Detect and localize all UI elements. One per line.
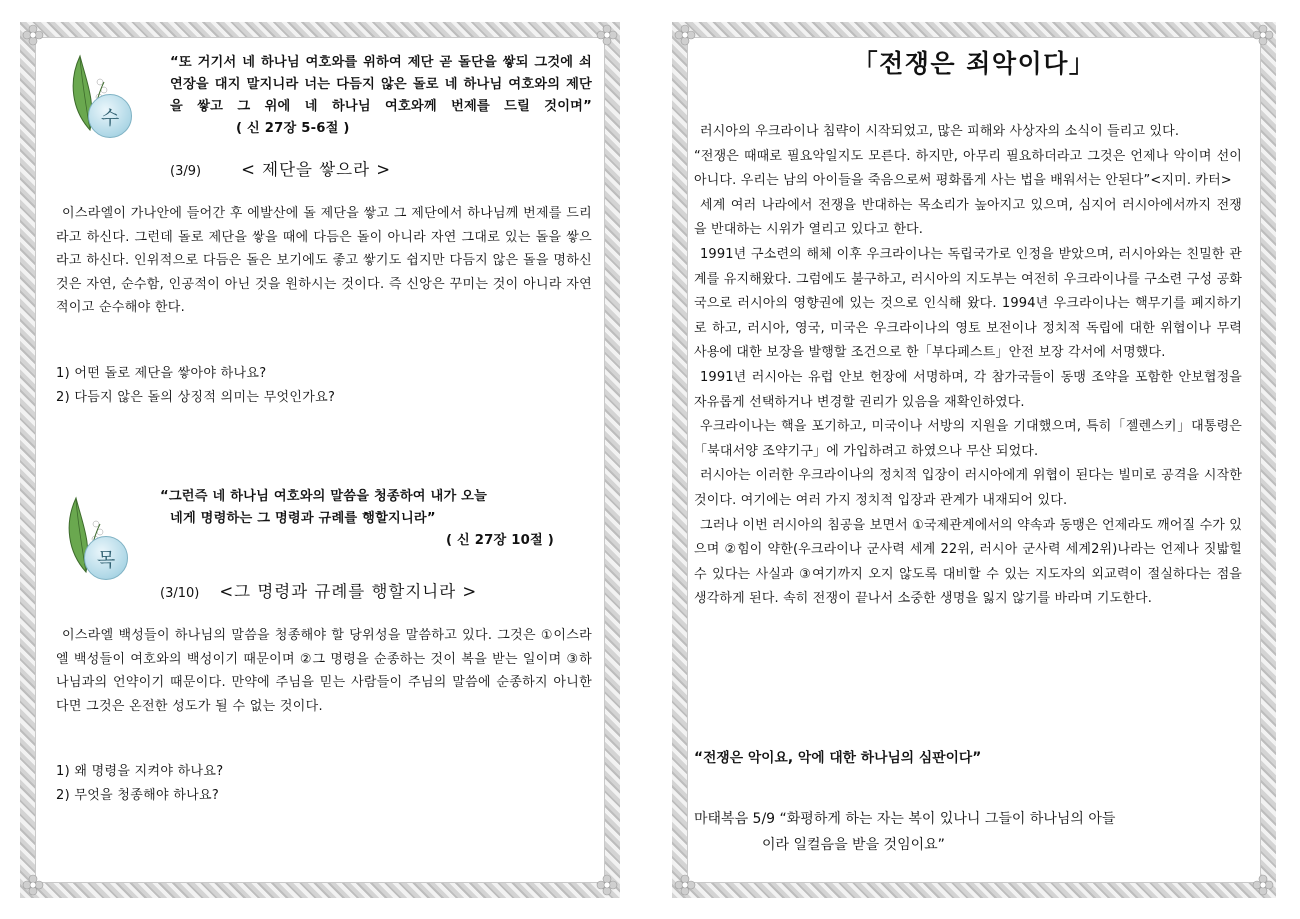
day-char: 목 <box>84 536 128 580</box>
article-body <box>694 120 1242 612</box>
day-badge <box>60 50 138 142</box>
lesson-title <box>160 578 477 602</box>
corner-flower-icon <box>22 24 44 46</box>
day-char: 수 <box>88 94 132 138</box>
article-paragraph: 그러나 이번 러시아의 침공을 보면서 ①국제관계에서의 약속과 동맹은 언제라도 깨어질 수가 있으며 ②힘이 약한(우크라이나 군사력 세계 22위, 러시아 군사력 세계2위)나라는 언제나 짓밟힐 수 있다는 사실과 ③여기까지 오지 않도록 대비할 수 있는 지도자의 외교력이 절실하다는 점을 생각하게 된다. 속히 전쟁이 끝나서 소중한 생명을 잃지 않기를 바라며 기도한다. <box>694 517 1242 607</box>
corner-flower-icon <box>674 24 696 46</box>
corner-flower-icon <box>1252 874 1274 896</box>
lesson-heading: < 제단을 쌓으라 > <box>241 160 392 179</box>
corner-flower-icon <box>596 874 618 896</box>
verse-quote: “그런즉 네 하나님 여호와의 말씀을 청종하여 내가 오늘 네게 명령하는 그 명령과 규례를 행할지니라” ( 신 27장 10절 ) <box>160 486 592 552</box>
question-item: 2) 다듬지 않은 돌의 상징적 의미는 무엇인가요? <box>56 389 336 405</box>
verse-quote: “또 거기서 네 하나님 여호와를 위하여 제단 곧 돌단을 쌓되 그것에 쇠 연장을 대지 말지니라 너는 다듬지 않은 돌로 네 하나님 여호와의 제단을 쌓고 그 위에 네 하나님 여호와께 번제를 드릴 것이며” ( 신 27장 5-6절 ) <box>170 52 592 140</box>
verse-reference: ( 신 27장 5-6절 ) <box>236 121 350 136</box>
verse-reference: ( 신 27장 10절 ) <box>446 533 554 548</box>
lesson-date: (3/9) <box>170 164 202 179</box>
article-paragraph: “전쟁은 때때로 필요악일지도 모른다. 하지만, 아무리 필요하더라고 그것은 언제나 악이며 선이 아니다. 우리는 남의 아이들을 죽음으로써 평화롭게 사는 법을 배워서는 안된다”<지미. 카터> <box>694 148 1242 189</box>
right-page <box>672 22 1276 898</box>
lesson-heading: <그 명령과 규례를 행할지니라 > <box>219 582 478 601</box>
article-title: 「전쟁은 죄악이다」 <box>852 49 1096 78</box>
day-badge <box>56 492 134 584</box>
article-paragraph: 1991년 러시아는 유럽 안보 헌장에 서명하며, 각 참가국들이 동맹 조약을 포함한 안보협정을 자유롭게 선택하거나 변경할 권리가 있음을 재확인하였다. <box>694 369 1242 410</box>
question-item: 2) 무엇을 청종해야 하나요? <box>56 787 220 803</box>
lesson-paragraph: 이스라엘 백성들이 하나님의 말씀을 청종해야 할 당위성을 말씀하고 있다. 그것은 ①이스라엘 백성들이 여호와의 백성이기 때문이며 ②그 명령을 순종하는 것이 복을 받는 일이며 ③하나님과의 언약이기 때문이다. 만약에 주님을 믿는 사람들이 주님의 말씀에 순종하지 아니한다면 그것은 온전한 성도가 될 수 없는 것이다. <box>56 628 592 714</box>
article-paragraph: 세계 여러 나라에서 전쟁을 반대하는 목소리가 높아지고 있으며, 심지어 러시아에서까지 전쟁을 반대하는 시위가 열리고 있다고 한다. <box>694 197 1242 238</box>
question-list <box>56 362 335 409</box>
closing-verse: 마태복음 5/9 “화평하게 하는 자는 복이 있나니 그들이 하나님의 아들 이라 일컬음을 받을 것임이요” <box>694 811 1116 853</box>
corner-flower-icon <box>22 874 44 896</box>
question-list <box>56 760 223 807</box>
bold-quote: “전쟁은 악이요, 악에 대한 하나님의 심판이다” <box>694 750 982 766</box>
lesson-paragraph: 이스라엘이 가나안에 들어간 후 에발산에 돌 제단을 쌓고 그 제단에서 하나님께 번제를 드리라고 하신다. 그런데 돌로 제단을 쌓을 때에 다듬은 돌이 아니라 자연 그대로 있는 돌을 쌓으라고 하신다. 인위적으로 다듬은 돌은 보기에도 좋고 쌓기도 쉽지만 다듬지 않은 돌을 명하신 것은 자연, 순수함, 인공적이 아닌 것을 원하시는 것이다. 즉 신앙은 꾸미는 것이 아니라 자연적이고 순수해야 한다. <box>56 206 592 315</box>
article-paragraph: 러시아의 우크라이나 침략이 시작되었고, 많은 피해와 사상자의 소식이 들리고 있다. <box>700 124 1180 139</box>
article-paragraph: 러시아는 이러한 우크라이나의 정치적 입장이 러시아에게 위협이 된다는 빌미로 공격을 시작한 것이다. 여기에는 여러 가지 정치적 입장과 관계가 내재되어 있다. <box>694 468 1242 508</box>
corner-flower-icon <box>674 874 696 896</box>
corner-flower-icon <box>1252 24 1274 46</box>
corner-flower-icon <box>596 24 618 46</box>
question-item: 1) 왜 명령을 지켜야 하나요? <box>56 764 224 779</box>
article-paragraph: 우크라이나는 핵을 포기하고, 미국이나 서방의 지원을 기대했으며, 특히「젤렌스키」대통령은「북대서양 조약기구」에 가입하려고 하였으나 무산 되었다. <box>694 419 1242 459</box>
question-item: 1) 어떤 돌로 제단을 쌓아야 하나요? <box>56 366 267 381</box>
lesson-date: (3/10) <box>160 586 200 601</box>
lesson-title <box>170 156 391 180</box>
left-page <box>20 22 620 898</box>
article-paragraph: 1991년 구소련의 해체 이후 우크라이나는 독립국가로 인정을 받았으며, 러시아와는 친밀한 관계를 유지해왔다. 그럼에도 불구하고, 러시아의 지도부는 여전히 우크라이나를 구소련 구성 공화국으로 러시아의 영향권에 있는 것으로 인식해 왔다. 1994년 우크라이나는 핵무기를 폐지하기로 하고, 러시아, 영국, 미국은 우크라이나의 영토 보전이나 정치적 독립에 대한 위협이나 무력 사용에 대한 보장을 발행할 조건으로 한「부다페스트」안전 보장 각서에 서명했다. <box>694 246 1242 361</box>
